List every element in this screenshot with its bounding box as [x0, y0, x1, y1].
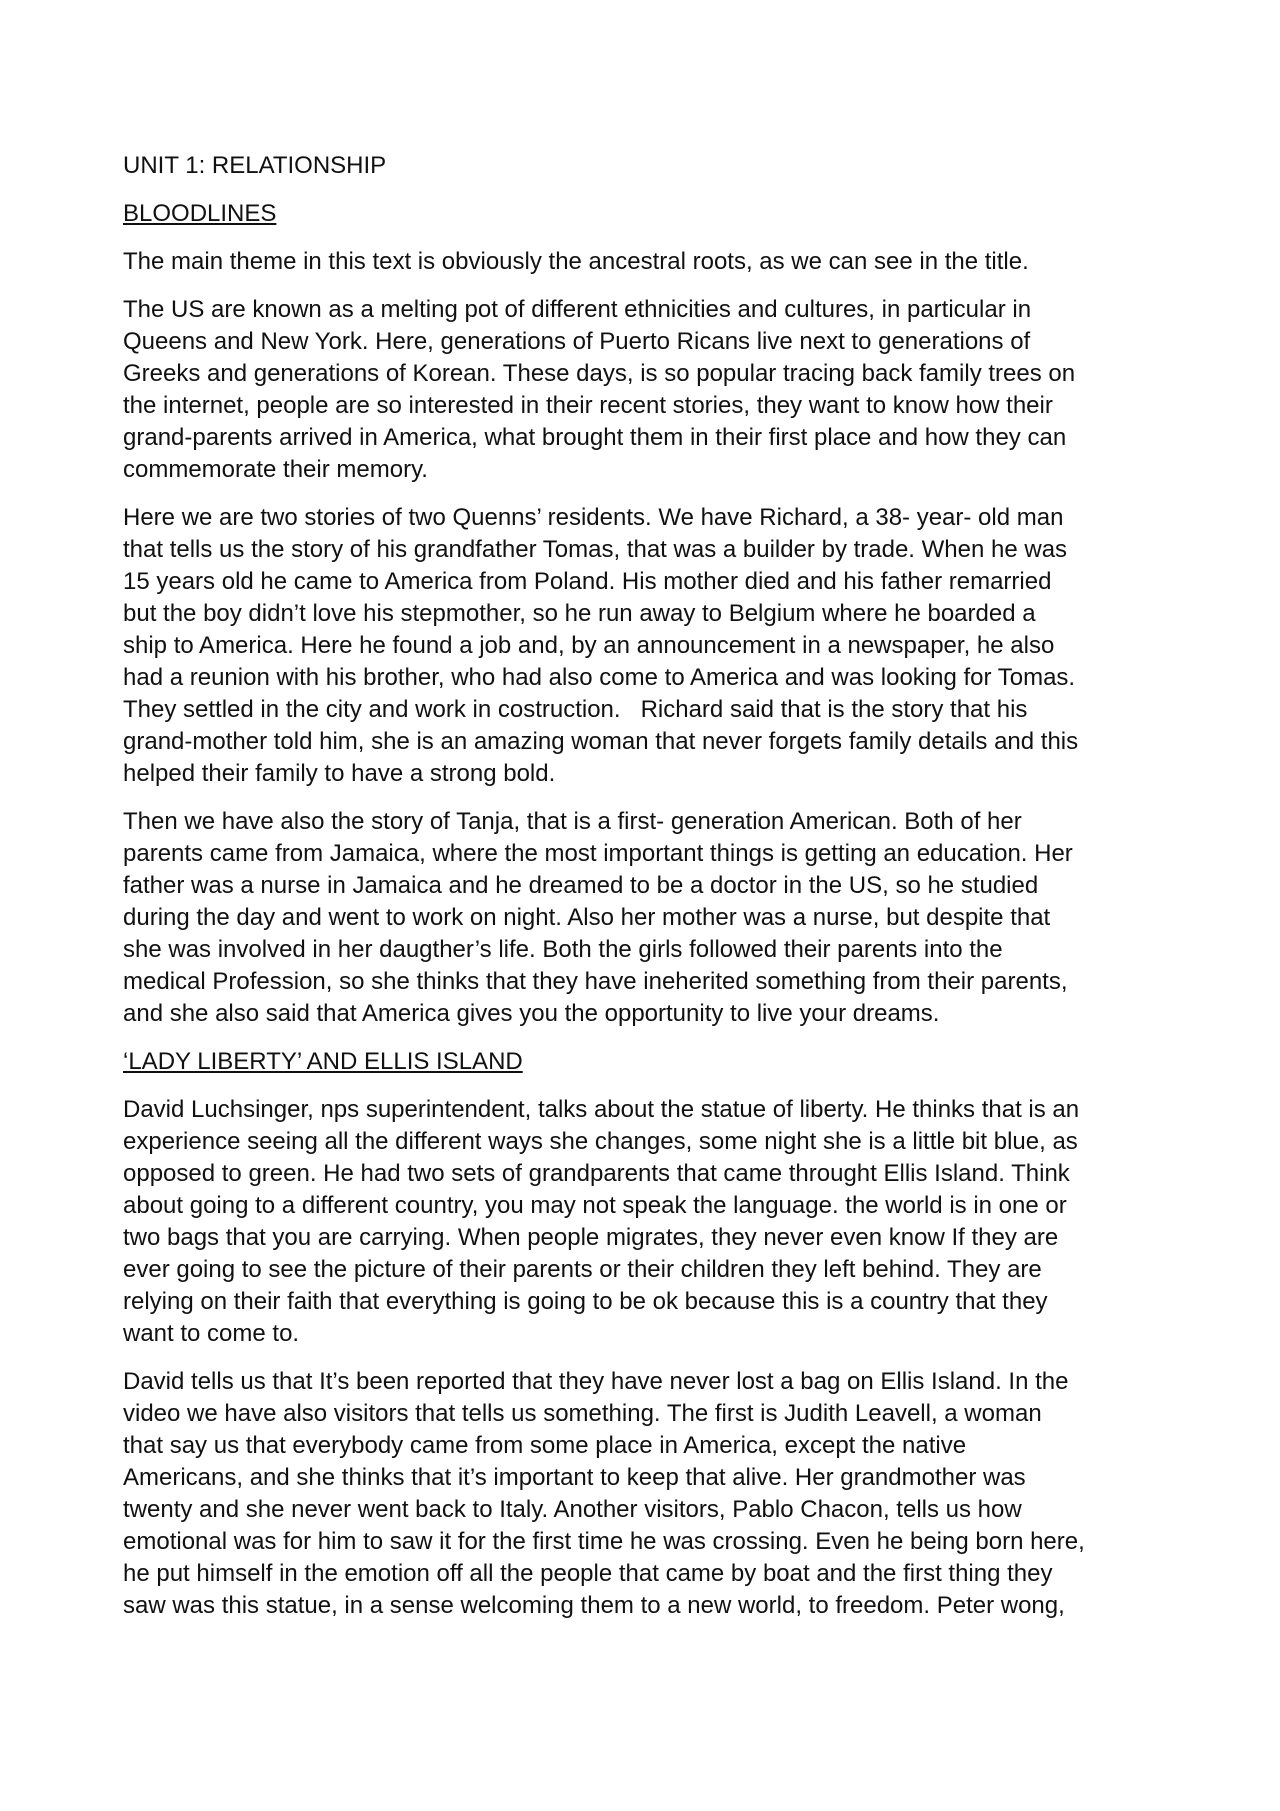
text-line: saw was this statue, in a sense welcoming them to a new world, to freedom. Peter wong, [123, 1592, 1065, 1619]
text-line: during the day and went to work on night. Also her mother was a nurse, but despite that [123, 904, 1051, 931]
text-line: ship to America. Here he found a job and, by an announcement in a newspaper, he also [123, 632, 1055, 659]
text-line: the internet, people are so interested in their recent stories, they want to know how their [123, 392, 1053, 419]
paragraph [123, 806, 1175, 1030]
text-line: about going to a different country, you may not speak the language. the world is in one or [123, 1192, 1067, 1219]
paragraph [123, 1094, 1175, 1350]
text-line: parents came from Jamaica, where the most important things is getting an education. Her [123, 840, 1073, 867]
paragraph [123, 246, 1175, 278]
text-line: he put himself in the emotion off all the people that came by boat and the first thing they [123, 1560, 1053, 1587]
text-line: medical Profession, so she thinks that they have ineherited something from their parents, [123, 968, 1068, 995]
text-line: They settled in the city and work in costruction. Richard said that is the story that his [123, 696, 1028, 723]
unit-title: UNIT 1: RELATIONSHIP [123, 152, 387, 179]
text-line: video we have also visitors that tells us something. The first is Judith Leavell, a woman [123, 1400, 1042, 1427]
text-line: 15 years old he came to America from Poland. His mother died and his father remarried [123, 568, 1052, 595]
text-line: she was involved in her daugther’s life. Both the girls followed their parents into the [123, 936, 1003, 963]
paragraph [123, 294, 1175, 486]
text-line: grand-mother told him, she is an amazing woman that never forgets family details and this [123, 728, 1079, 755]
paragraph [123, 502, 1175, 790]
text-line: that tells us the story of his grandfather Tomas, that was a builder by trade. When he was [123, 536, 1068, 563]
text-line: commemorate their memory. [123, 456, 428, 483]
text-line: Greeks and generations of Korean. These days, is so popular tracing back family trees on [123, 360, 1076, 387]
text-line: had a reunion with his brother, who had also come to America and was looking for Tomas. [123, 664, 1076, 691]
text-line: that say us that everybody came from some place in America, except the native [123, 1432, 967, 1459]
text-line: two bags that you are carrying. When people migrates, they never even know If they are [123, 1224, 1059, 1251]
text-line: emotional was for him to saw it for the first time he was crossing. Even he being born here, [123, 1528, 1085, 1555]
text-line: Queens and New York. Here, generations of Puerto Ricans live next to generations of [123, 328, 1031, 355]
text-line: but the boy didn’t love his stepmother, so he run away to Belgium where he boarded a [123, 600, 1036, 627]
text-line: experience seeing all the different ways she changes, some night she is a little bit blue, as [123, 1128, 1078, 1155]
text-line: Here we are two stories of two Quenns’ residents. We have Richard, a 38- year- old man [123, 504, 1064, 531]
document-page [123, 150, 1175, 1638]
text-line: grand-parents arrived in America, what brought them in their first place and how they can [123, 424, 1067, 451]
section-heading-bloodlines: BLOODLINES [123, 200, 277, 227]
text-line: opposed to green. He had two sets of grandparents that came throught Ellis Island. Think [123, 1160, 1070, 1187]
text-line: want to come to. [123, 1320, 300, 1347]
text-line: ever going to see the picture of their parents or their children they left behind. They are [123, 1256, 1042, 1283]
text-line: helped their family to have a strong bold. [123, 760, 556, 787]
paragraph [123, 1366, 1175, 1622]
text-line: relying on their faith that everything is going to be ok because this is a country that they [123, 1288, 1048, 1315]
section-heading-lady-liberty: ‘LADY LIBERTY’ AND ELLIS ISLAND [123, 1048, 523, 1075]
text-line: Then we have also the story of Tanja, that is a first- generation American. Both of her [123, 808, 1022, 835]
text-line: The US are known as a melting pot of different ethnicities and cultures, in particular in [123, 296, 1032, 323]
text-line: Americans, and she thinks that it’s important to keep that alive. Her grandmother was [123, 1464, 1026, 1491]
text-line: The main theme in this text is obviously the ancestral roots, as we can see in the title. [123, 248, 1029, 275]
text-line: and she also said that America gives you the opportunity to live your dreams. [123, 1000, 940, 1027]
text-line: twenty and she never went back to Italy. Another visitors, Pablo Chacon, tells us how [123, 1496, 1022, 1523]
text-line: father was a nurse in Jamaica and he dreamed to be a doctor in the US, so he studied [123, 872, 1039, 899]
text-line: David tells us that It’s been reported that they have never lost a bag on Ellis Island. In the [123, 1368, 1069, 1395]
text-line: David Luchsinger, nps superintendent, talks about the statue of liberty. He thinks that is an [123, 1096, 1080, 1123]
